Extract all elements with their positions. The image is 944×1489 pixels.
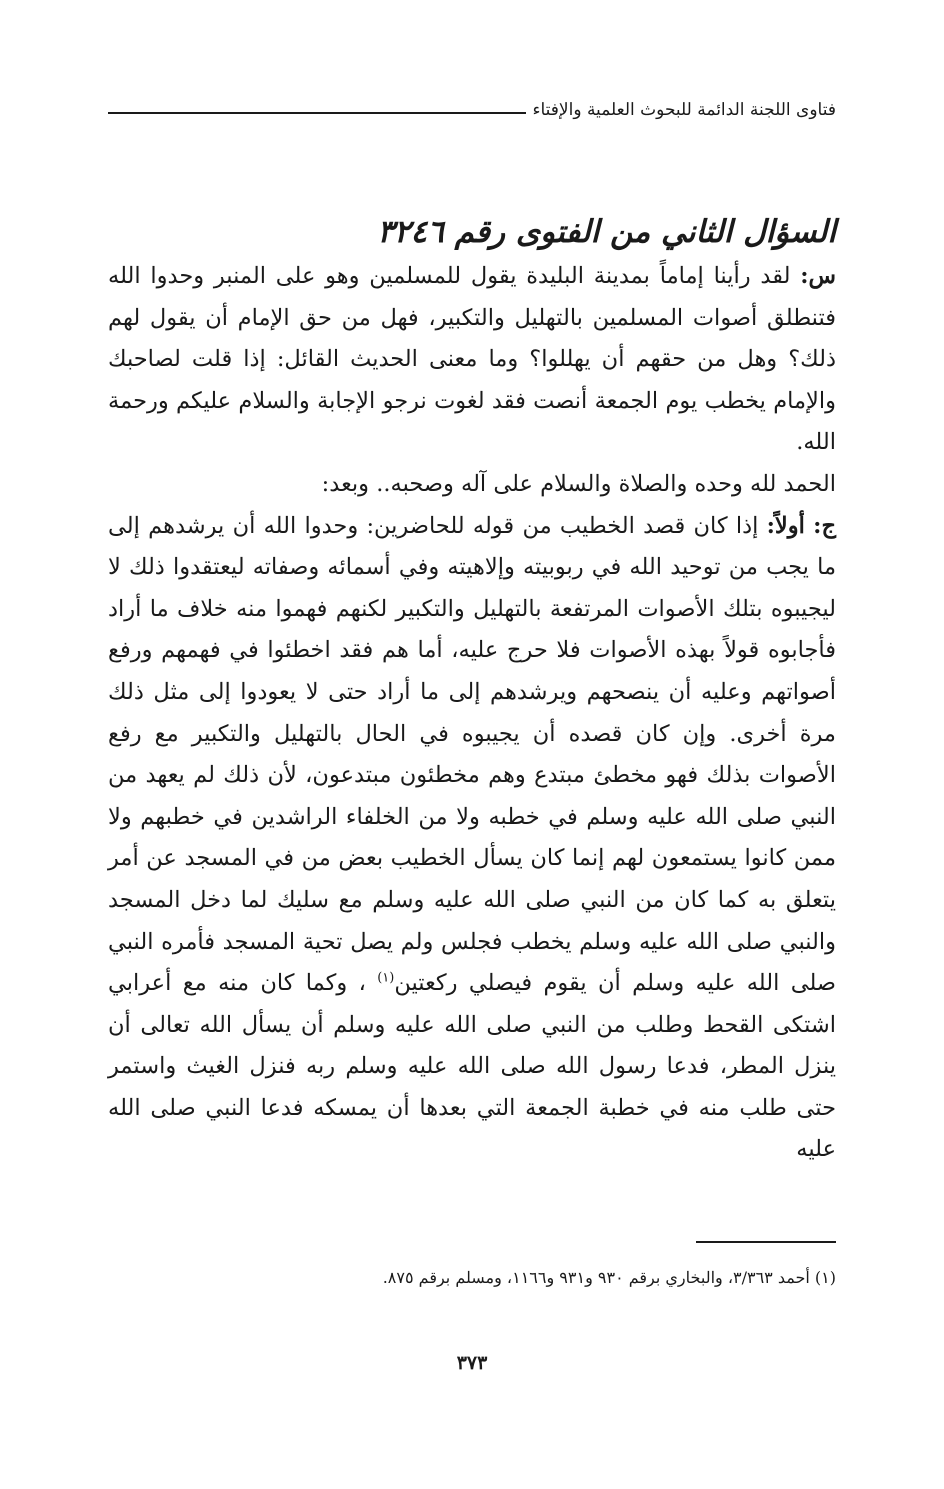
fatwa-body [108,256,836,1171]
answer-first-label: أولاً: [766,512,805,539]
footnote-rule [696,1241,836,1243]
question-text: لقد رأينا إماماً بمدينة البليدة يقول للمسلمين وهو على المنبر وحدوا الله فتنطلق أصوات المسلمين بالتهليل والتكبير، فهل من حق الإمام أن يقول لهم ذلك؟ وهل من حقهم أن يهللوا؟ وما معنى الحديث القائل: إذا قلت لصاحبك والإمام يخطب يوم الجمعة أنصت فقد لغوت نرجو الإجابة والسلام عليكم ورحمة الله. [108,263,836,456]
answer-text-part1: إذا كان قصد الخطيب من قوله للحاضرين: وحدوا الله أن يرشدهم إلى ما يجب من توحيد الله في ربوبيته وإلاهيته وفي أسمائه وصفاته ليعتقدوا ذلك لا ليجيبوه بتلك الأصوات المرتفعة بالتهليل والتكبير لكنهم فهموا منه خلاف ما أراد فأجابوه قولاً بهذه الأصوات فلا حرج عليه، أما هم فقد اخطئوا في فهمهم ورفع أصواتهم وعليه أن ينصحهم ويرشدهم إلى ما أراد حتى لا يعودوا إلى مثل ذلك مرة أخرى. وإن كان قصده أن يجيبوه في الحال بالتهليل والتكبير مع رفع الأصوات بذلك فهو مخطئ مبتدع وهم مخطئون مبتدعون، لأن ذلك لم يعهد من النبي صلى الله عليه وسلم في خطبه ولا من الخلفاء الراشدين في خطبهم ولا ممن كانوا يستمعون لهم إنما كان يسأل الخطيب بعض من في المسجد عن أمر يتعلق به كما كان من النبي صلى الله عليه وسلم مع سليك لما دخل المسجد والنبي صلى الله عليه وسلم يخطب فجلس ولم يصل تحية المسجد فأمره النبي صلى الله عليه وسلم أن يقوم فيصلي ركعتين [108,512,837,997]
hamd-line: الحمد لله وحده والصلاة والسلام على آله وصحبه.. وبعد: [321,470,836,497]
answer-paragraph [108,506,836,1172]
question-heading: السؤال الثاني من الفتوى رقم ٣٢٤٦ [377,214,836,250]
running-title: فتاوى اللجنة الدائمة للبحوث العلمية والإفتاء [532,100,836,120]
running-header [108,90,836,120]
footnote-reference[interactable]: (١) [377,970,395,986]
footnote-text: (١) أحمد ٣/٣٦٣، والبخاري برقم ٩٣٠ و٩٣١ و١١٦٦، ومسلم برقم ٨٧٥. [382,1268,836,1287]
question-paragraph [108,256,836,464]
question-label: س: [800,263,836,289]
page-number: ٣٧٣ [456,1352,488,1374]
header-rule [108,112,526,114]
answer-text-part2: ، وكما كان منه مع أعرابي اشتكى القحط وطلب من النبي صلى الله عليه وسلم أن يسأل الله تعالى أن ينزل المطر، فدعا رسول الله صلى الله عليه وسلم ربه فنزل الغيث واستمر حتى طلب منه في خطبة الجمعة التي بعدها أن يمسكه فدعا النبي صلى الله عليه [108,970,836,1163]
answer-label: ج: [813,512,836,539]
